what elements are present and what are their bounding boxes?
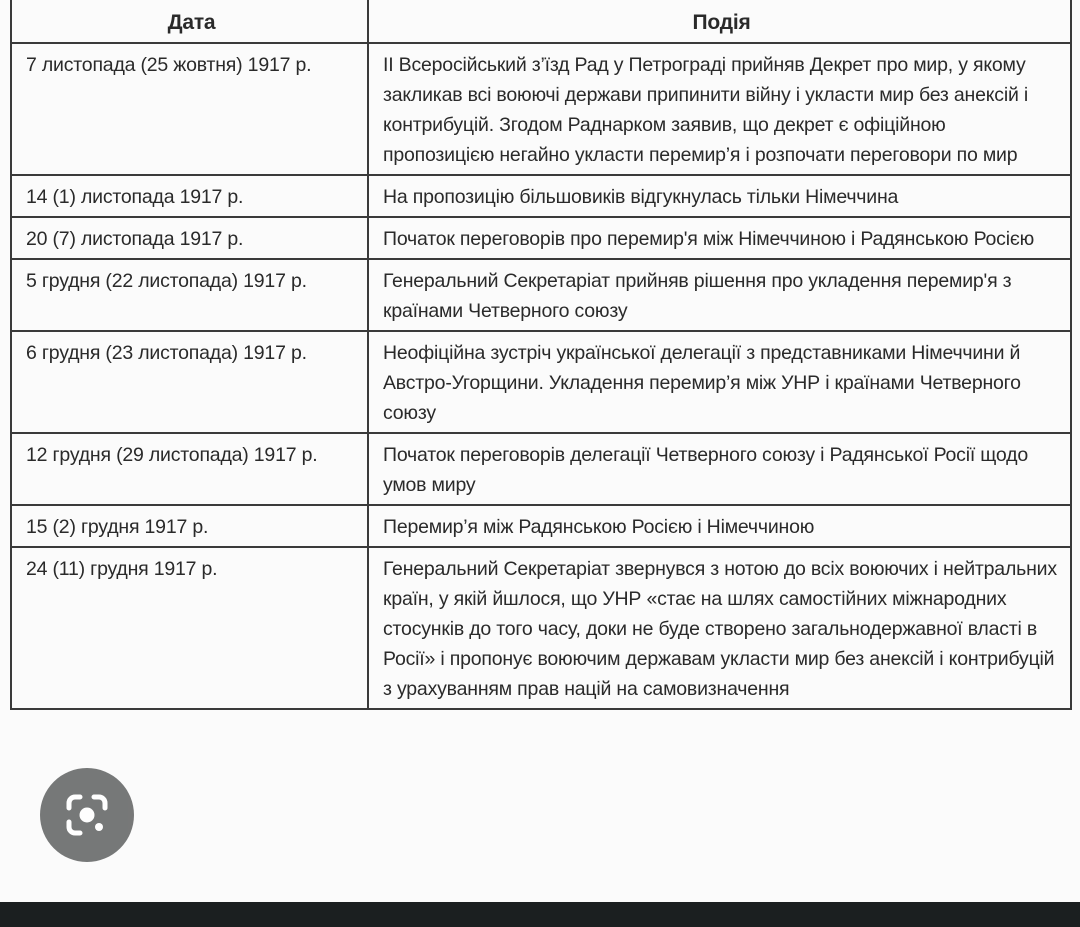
row-event: Генеральний Секретаріат прийняв рішення про укладення перемир'я з країнами Четверного союзу	[368, 259, 1071, 331]
google-lens-button[interactable]	[40, 768, 134, 862]
events-table	[10, 0, 1072, 710]
row-event: II Всеросійський з’їзд Рад у Петрограді прийняв Декрет про мир, у якому закликав всі воюючі держави припинити війну і укласти мир без анексій і контрибуцій. Згодом Раднарком заявив, що декрет є офіційною пропозицією негайно укласти перемир’я і розпочати переговори по мир	[368, 43, 1071, 175]
table-row	[11, 331, 1071, 433]
row-date: 14 (1) листопада 1917 р.	[11, 175, 368, 217]
row-date: 7 листопада (25 жовтня) 1917 р.	[11, 43, 368, 175]
row-date: 15 (2) грудня 1917 р.	[11, 505, 368, 547]
row-event: Генеральний Секретаріат звернувся з нотою до всіх воюючих і нейтральних країн, у якій йшлося, що УНР «стає на шлях самостійних міжнародних стосунків до того часу, доки не буде створено загальнодержавної власті в Росії» і пропонує воюючим державам укласти мир без анексій і контрибуцій з урахуванням прав націй на самовизначення	[368, 547, 1071, 709]
row-date: 24 (11) грудня 1917 р.	[11, 547, 368, 709]
row-event: Початок переговорів про перемир'я між Німеччиною і Радянською Росією	[368, 217, 1071, 259]
table-row	[11, 259, 1071, 331]
row-date: 5 грудня (22 листопада) 1917 р.	[11, 259, 368, 331]
table-row	[11, 43, 1071, 175]
row-event: Перемир’я між Радянською Росією і Німеччиною	[368, 505, 1071, 547]
table-row	[11, 217, 1071, 259]
table-row	[11, 505, 1071, 547]
row-date: 6 грудня (23 листопада) 1917 р.	[11, 331, 368, 433]
table-row	[11, 547, 1071, 709]
header-event: Подія	[368, 0, 1071, 43]
row-event: Неофіційна зустріч української делегації з представниками Німеччини й Австро-Угорщини. Укладення перемир’я між УНР і країнами Четверного союзу	[368, 331, 1071, 433]
row-event: Початок переговорів делегації Четверного союзу і Радянської Росії щодо умов миру	[368, 433, 1071, 505]
header-date: Дата	[11, 0, 368, 43]
row-date: 20 (7) листопада 1917 р.	[11, 217, 368, 259]
row-event: На пропозицію більшовиків відгукнулась тільки Німеччина	[368, 175, 1071, 217]
bottom-navigation-bar	[0, 902, 1080, 927]
google-lens-icon	[61, 789, 113, 841]
table-row	[11, 175, 1071, 217]
row-date: 12 грудня (29 листопада) 1917 р.	[11, 433, 368, 505]
table-header-row	[11, 0, 1071, 43]
table-row	[11, 433, 1071, 505]
